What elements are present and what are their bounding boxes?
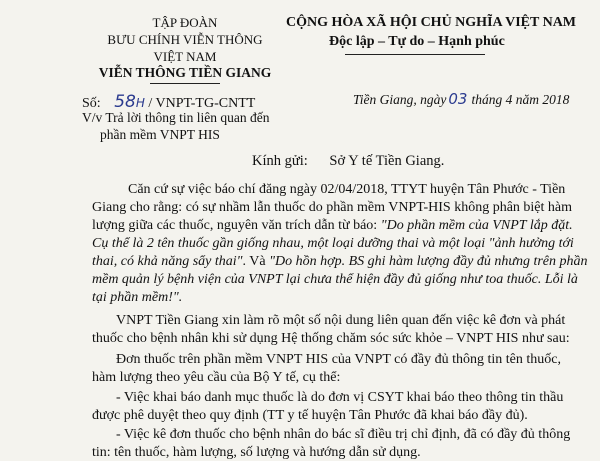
org-name: VIỄN THÔNG TIỀN GIANG (98, 65, 272, 80)
body-p1-line5: thai, có khả năng sẩy thai". Và "Do hồn hợp. BS ghi hàm lượng đầy đủ nhưng trên phần (92, 254, 588, 269)
country-title: CỘNG HÒA XÃ HỘI CHỦ NGHĨA VIỆT NAM (286, 15, 577, 30)
org-parent-line2: BƯU CHÍNH VIỄN THÔNG (107, 32, 263, 47)
org-name-underline (150, 83, 220, 84)
body-p1-line3: lượng giữa các thuốc, nguyên văn trích dẫn từ báo: "Do phần mềm của VNPT lắp đặt. (92, 218, 573, 233)
date-day-handwritten: 03 (448, 90, 468, 108)
body-p1-line1: Căn cứ sự việc báo chí đăng ngày 02/04/2018, TTYT huyện Tân Phước - Tiền (128, 182, 566, 197)
motto: Độc lập – Tự do – Hạnh phúc (329, 34, 505, 49)
body-p5-line2: tin: tên thuốc, hàm lượng, số lượng và hướng dẫn sử dụng. (92, 445, 421, 460)
doc-number-label: Số: (82, 96, 101, 111)
recipient-label: Kính gửi: (252, 153, 308, 169)
body-p3-line2: hàm lượng theo yêu cầu của Bộ Y tế, cụ thể: (92, 370, 341, 385)
doc-number-handwritten: 58H (114, 92, 145, 112)
quote-1-start: "Do phần mềm của VNPT lắp đặt. (380, 218, 573, 233)
doc-number (82, 92, 255, 112)
recipient-name: Sở Y tế Tiền Giang. (329, 153, 445, 169)
subject-line2: phần mềm VNPT HIS (100, 127, 220, 142)
doc-number-code: / VNPT-TG-CNTT (148, 96, 256, 111)
body-p2-line1: VNPT Tiền Giang xin làm rõ một số nội dung liên quan đến việc kê đơn và phát (116, 313, 566, 328)
body-p5-line1: - Việc kê đơn thuốc cho bệnh nhân do bác sĩ điều trị chỉ định, đã có đầy đủ thông (116, 427, 571, 442)
org-parent-line1: TẬP ĐOÀN (152, 15, 218, 30)
body-p1-line6: mềm quản lý bệnh viện của VNPT lại chưa thể hiện đầy đủ giống như toa thuốc. Lỗi là (92, 272, 578, 287)
body-p3-line1: Đơn thuốc trên phần mềm VNPT HIS của VNPT có đầy đủ thông tin tên thuốc, (116, 352, 561, 367)
body-p4-line1: - Việc khai báo danh mục thuốc là do đơn vị CSYT khai báo theo thông tin thầu (116, 390, 564, 405)
org-parent-line3: VIỆT NAM (153, 49, 217, 64)
body-p1-line7: tại phần mềm!". (92, 290, 183, 305)
subject-line1: V/v Trả lời thông tin liên quan đến (82, 110, 270, 125)
body-p4-line2: được phê duyệt theo quy định (TT y tế huyện Tân Phước đã khai báo đầy đủ). (92, 408, 528, 423)
body-p2-line2: thuốc cho bệnh nhân khi sử dụng Hệ thống chăm sóc sức khỏe – VNPT HIS như sau: (92, 331, 570, 346)
motto-underline (345, 54, 485, 55)
body-p1-line4: Cụ thể là 2 tên thuốc gần giống nhau, một loại dưỡng thai và một loại "ảnh hưởng tới (92, 236, 574, 251)
date-place: Tiền Giang, ngày 03 tháng 4 năm 2018 (353, 90, 570, 108)
recipient (252, 153, 444, 170)
body-p1-line2: Giang cho rằng: có sự nhầm lẫn thuốc do phần mềm VNPT-HIS không phân biệt hàm (92, 200, 573, 215)
